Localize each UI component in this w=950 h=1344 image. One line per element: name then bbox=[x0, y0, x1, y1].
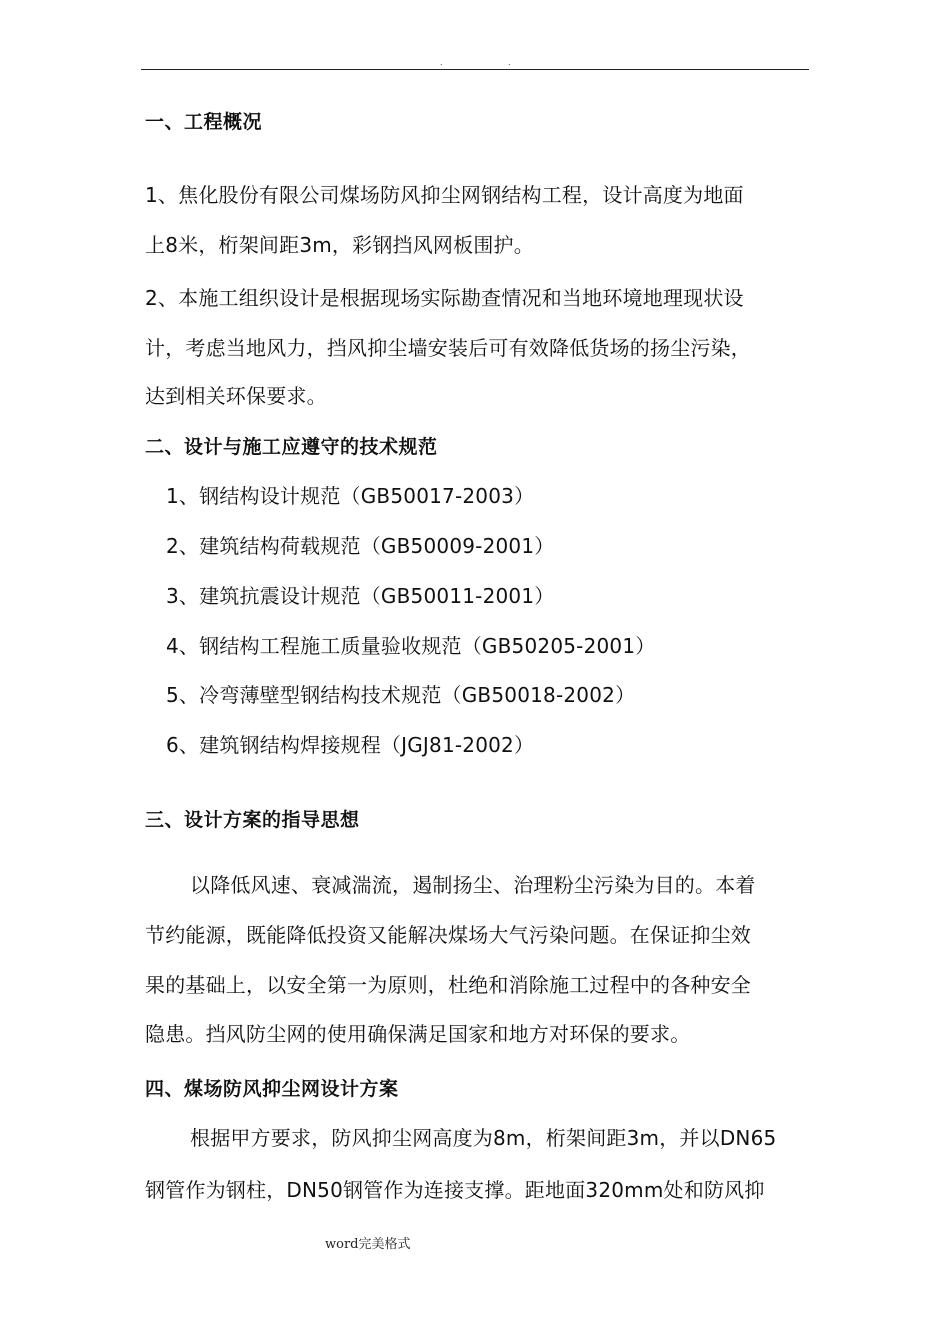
section-heading: 一、工程概况 bbox=[145, 111, 263, 133]
footer-text: word完美格式 bbox=[325, 1237, 411, 1252]
standard-item: 3、建筑抗震设计规范（GB50011-2001） bbox=[166, 584, 555, 608]
standard-item: 5、冷弯薄壁型钢结构技术规范（GB50018-2002） bbox=[166, 683, 636, 707]
paragraph-line: 计，考虑当地风力，挡风抑尘墙安装后可有效降低货场的扬尘污染， bbox=[145, 336, 751, 360]
section-heading: 三、设计方案的指导思想 bbox=[145, 809, 360, 831]
paragraph-line: 根据甲方要求，防风抑尘网高度为8m，桁架间距3m，并以DN65 bbox=[190, 1126, 777, 1150]
standard-item: 1、钢结构设计规范（GB50017-2003） bbox=[166, 484, 535, 508]
standard-item: 2、建筑结构荷载规范（GB50009-2001） bbox=[166, 534, 555, 558]
paragraph-line: 钢管作为钢柱，DN50钢管作为连接支撑。距地面320mm处和防风抑 bbox=[145, 1178, 765, 1202]
paragraph-line: 以降低风速、衰减湍流，遏制扬尘、治理粉尘污染为目的。本着 bbox=[190, 873, 756, 897]
standard-item: 4、钢结构工程施工质量验收规范（GB50205-2001） bbox=[166, 634, 656, 658]
paragraph-line: 达到相关环保要求。 bbox=[145, 384, 327, 408]
standard-item: 6、建筑钢结构焊接规程（JGJ81-2002） bbox=[166, 733, 535, 757]
section-heading: 二、设计与施工应遵守的技术规范 bbox=[145, 436, 438, 458]
paragraph-line: 上8米，桁架间距3m，彩钢挡风网板围护。 bbox=[145, 233, 534, 257]
paragraph-line: 果的基础上，以安全第一为原则，杜绝和消除施工过程中的各种安全 bbox=[145, 973, 751, 997]
section-heading: 四、煤场防风抑尘网设计方案 bbox=[145, 1078, 399, 1100]
header-rule bbox=[141, 69, 809, 70]
paragraph-line: 1、焦化股份有限公司煤场防风抑尘网钢结构工程，设计高度为地面 bbox=[145, 183, 744, 207]
header-dot: . bbox=[508, 58, 511, 67]
paragraph-line: 2、本施工组织设计是根据现场实际勘查情况和当地环境地理现状设 bbox=[145, 286, 744, 310]
header-dot: . bbox=[440, 58, 443, 67]
paragraph-line: 节约能源，既能降低投资又能解决煤场大气污染问题。在保证抑尘效 bbox=[145, 923, 751, 947]
paragraph-line: 隐患。挡风防尘网的使用确保满足国家和地方对环保的要求。 bbox=[145, 1022, 691, 1046]
